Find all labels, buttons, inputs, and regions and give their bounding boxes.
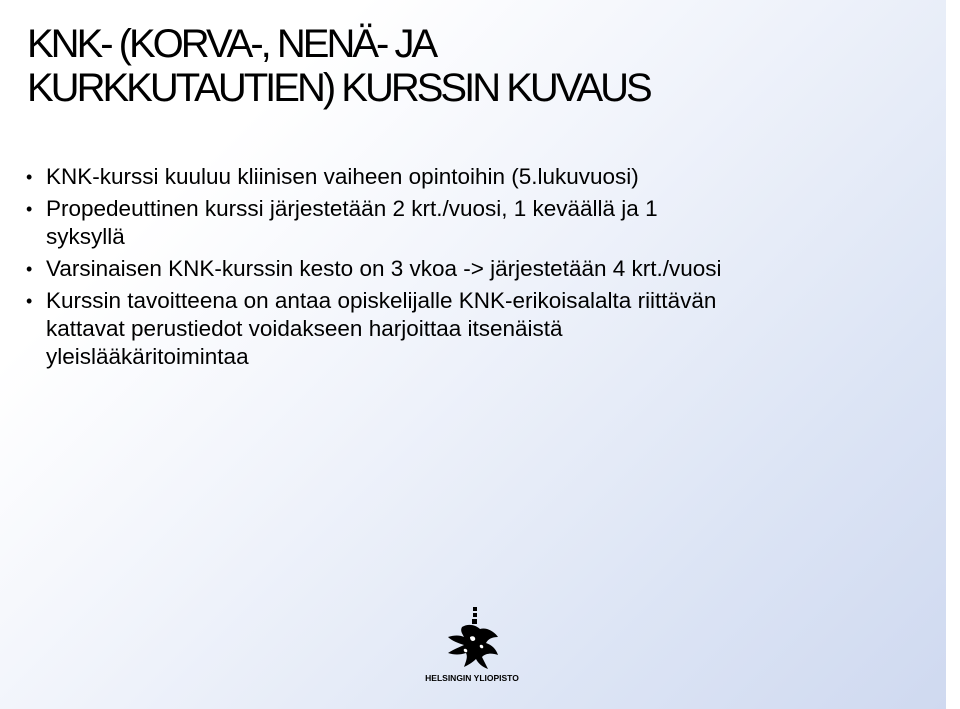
bullet-text-line: KNK-kurssi kuuluu kliinisen vaiheen opintoihin (5.lukuvuosi) xyxy=(46,164,639,189)
bullet-dot: • xyxy=(26,199,33,219)
slide-title-line-2: KURKKUTAUTIEN) KURSSIN KUVAUS xyxy=(27,66,650,110)
slide-edge-strip xyxy=(946,0,960,709)
bullet-text-line: yleislääkäritoimintaa xyxy=(46,344,249,369)
bullet-item-3 xyxy=(22,255,922,283)
bullet-text-line: Kurssin tavoitteena on antaa opiskelijalle KNK-erikoisalalta riittävän xyxy=(46,288,717,313)
logo-text: HELSINGIN YLIOPISTO xyxy=(425,673,519,683)
bullet-text-line: syksyllä xyxy=(46,224,125,249)
bullet-text-line: kattavat perustiedot voidakseen harjoittaa itsenäistä xyxy=(46,316,563,341)
bullet-item-1 xyxy=(22,163,922,191)
slide-title xyxy=(27,22,927,110)
bullet-item-4 xyxy=(22,287,922,371)
bullet-dot: • xyxy=(26,167,33,187)
bullet-item-2 xyxy=(22,195,922,251)
bullet-text-line: Varsinaisen KNK-kurssin kesto on 3 vkoa -> järjestetään 4 krt./vuosi xyxy=(46,256,722,281)
university-logo xyxy=(420,607,524,687)
bullet-dot: • xyxy=(26,259,33,279)
helsinki-university-flame-logo-icon xyxy=(442,607,502,671)
bullet-dot: • xyxy=(26,291,33,311)
bullet-text-line: Propedeuttinen kurssi järjestetään 2 krt./vuosi, 1 keväällä ja 1 xyxy=(46,196,658,221)
slide-title-line-1: KNK- (KORVA-, NENÄ- JA xyxy=(27,22,436,66)
bullet-list xyxy=(22,163,922,375)
